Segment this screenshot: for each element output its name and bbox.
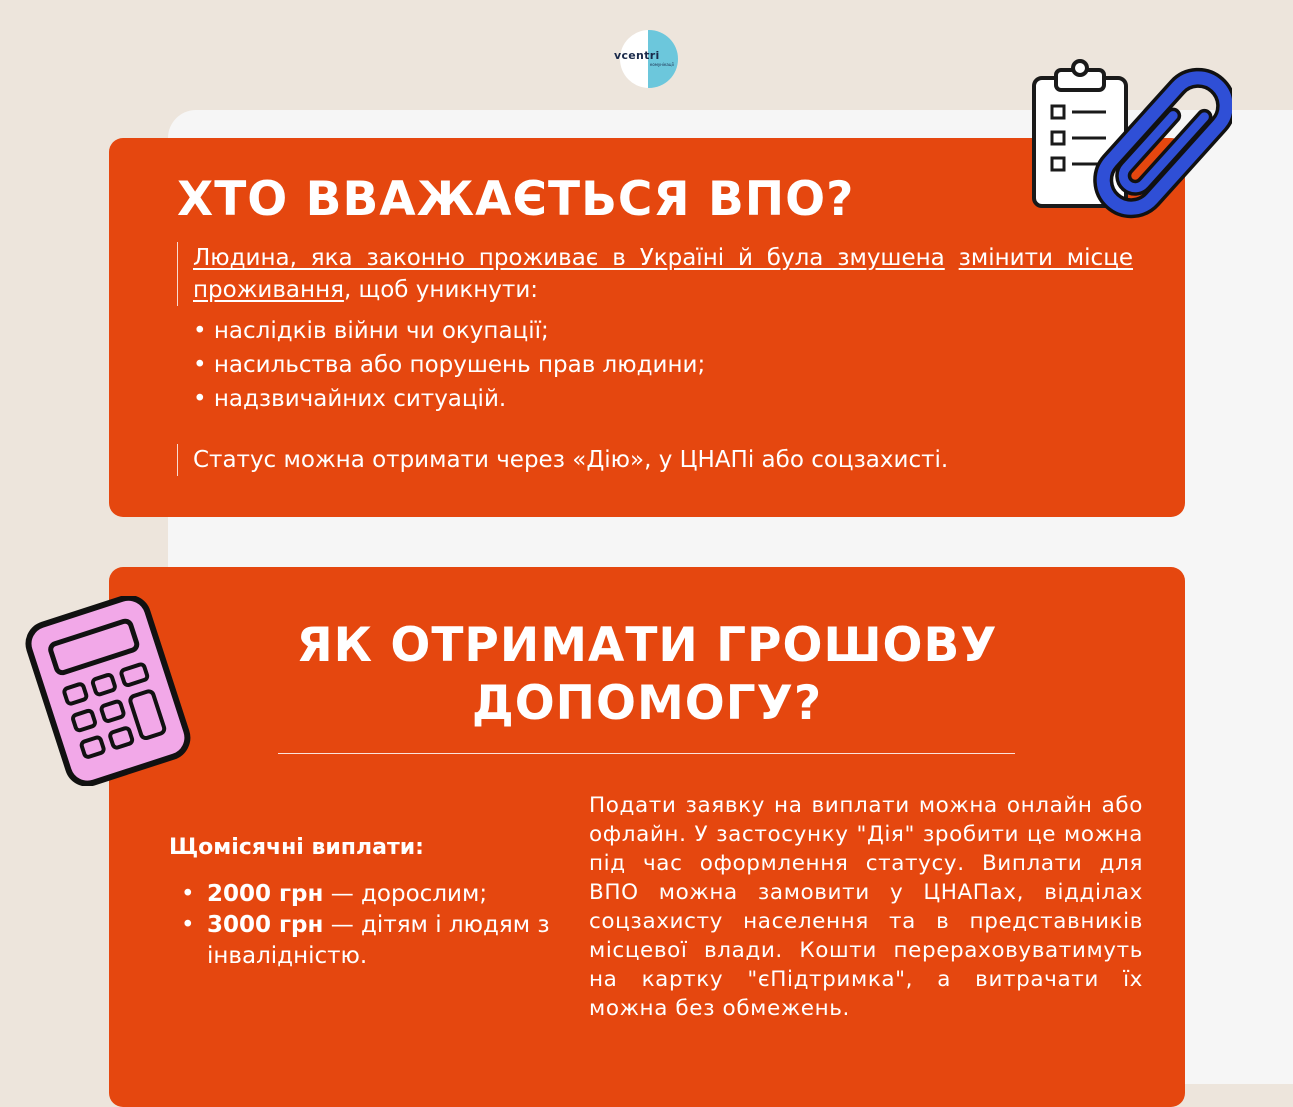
payment-desc: — дорослим;	[323, 881, 488, 907]
idp-definition-text	[177, 242, 1133, 306]
intro-underlined-2: змінити місце проживання	[193, 245, 1133, 303]
list-item: • надзвичайних ситуацій.	[193, 382, 705, 416]
logo-subtext: комунікації	[650, 62, 674, 67]
section2-title-line2: ДОПОМОГУ?	[471, 676, 823, 731]
reasons-list	[193, 314, 705, 416]
status-note: Статус можна отримати через «Дію», у ЦНАПі або соцзахисті.	[177, 444, 948, 476]
list-item	[177, 910, 557, 972]
application-instructions: Подати заявку на виплати можна онлайн або офлайн. У застосунку "Дія" зробити це можна під час оформлення статусу. Виплати для ВПО можна замовити у ЦНАПах, відділах соцзахисту населення та в представників місцевої влади. Кошти перераховуватимуть на картку "єПідтримка", а витрачати їх можна без обмежень.	[589, 793, 1143, 1021]
list-item: • насильства або порушень прав людини;	[193, 348, 705, 382]
list-item: • наслідків війни чи окупації;	[193, 314, 705, 348]
financial-aid-card	[109, 567, 1185, 1107]
intro-rest: , щоб уникнути:	[343, 277, 539, 303]
payment-amount: 3000 грн	[207, 912, 324, 938]
divider	[278, 753, 1015, 754]
section2-title-line1: ЯК ОТРИМАТИ ГРОШОВУ	[296, 618, 998, 673]
clipboard-paperclip-illustration	[1022, 56, 1232, 226]
list-item	[177, 879, 557, 910]
section2-title	[109, 617, 1185, 733]
brand-logo	[610, 30, 690, 90]
payment-amount: 2000 грн	[207, 881, 324, 907]
monthly-payments-heading: Щомісячні виплати:	[169, 835, 424, 860]
payments-list	[177, 879, 557, 972]
calculator-icon	[20, 596, 195, 786]
logo-text: vcentri	[614, 49, 660, 62]
section1-title: ХТО ВВАЖАЄТЬСЯ ВПО?	[177, 172, 855, 227]
intro-underlined-1: Людина, яка законно проживає в Україні й була змушена	[193, 245, 945, 271]
payment-desc: — дітям і людям з інвалідністю.	[207, 912, 550, 969]
